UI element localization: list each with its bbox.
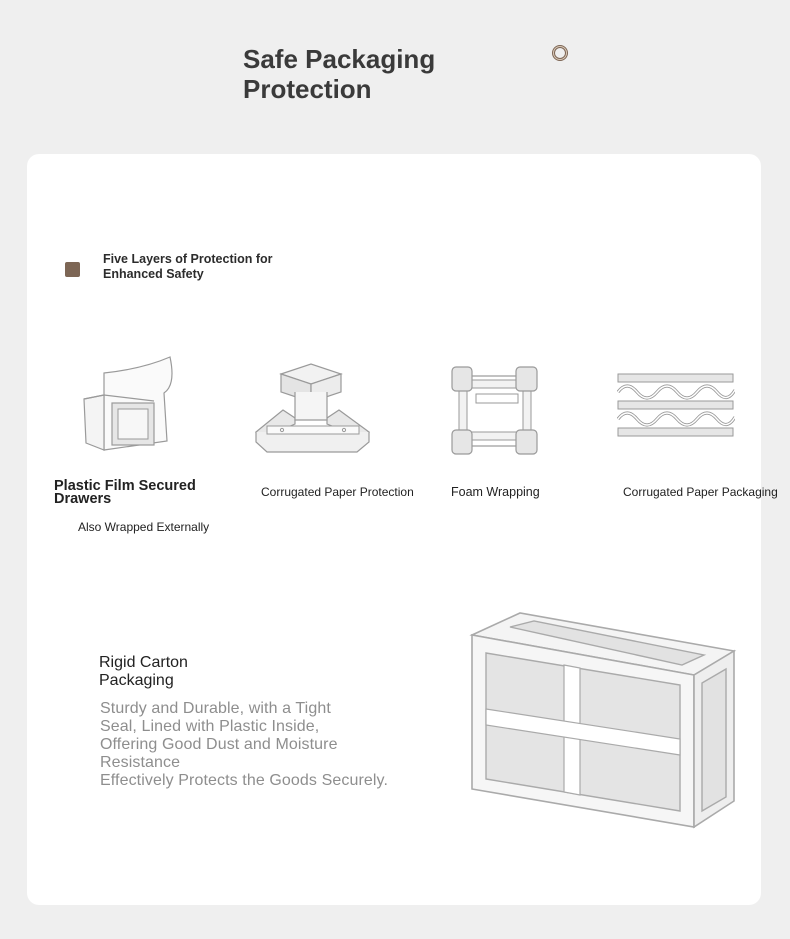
layer-sublabel-plastic-film: Also Wrapped Externally <box>78 520 210 534</box>
page-title: Safe Packaging Protection <box>243 44 436 104</box>
layer-label-corrugated-protection: Corrugated Paper Protection <box>261 485 414 499</box>
legend-swatch <box>65 262 80 277</box>
layer-label-corrugated-packaging: Corrugated Paper Packaging <box>623 485 778 499</box>
foam-frame-icon <box>451 366 539 456</box>
ring-icon <box>551 44 569 62</box>
rigid-carton-description <box>100 700 430 790</box>
plastic-film-drawer-icon <box>82 355 177 455</box>
corrugated-sheet-icon <box>617 372 735 438</box>
carton-box-icon <box>468 611 738 831</box>
layer-label-foam-wrapping: Foam Wrapping <box>451 485 540 499</box>
layer-label-plastic-film: Plastic Film Secured Drawers <box>54 478 196 507</box>
corner-protector-icon <box>255 362 370 454</box>
legend-text: Five Layers of Protection for Enhanced Safety <box>103 252 273 281</box>
rigid-carton-title: Rigid Carton Packaging <box>99 654 188 689</box>
rigid-carton-description-line-2: Effectively Protects the Goods Securely. <box>100 772 388 789</box>
rigid-carton-description-line-1: Sturdy and Durable, with a Tight Seal, Lined with Plastic Inside, Offering Good Dust and Moisture Resistance <box>100 700 338 771</box>
